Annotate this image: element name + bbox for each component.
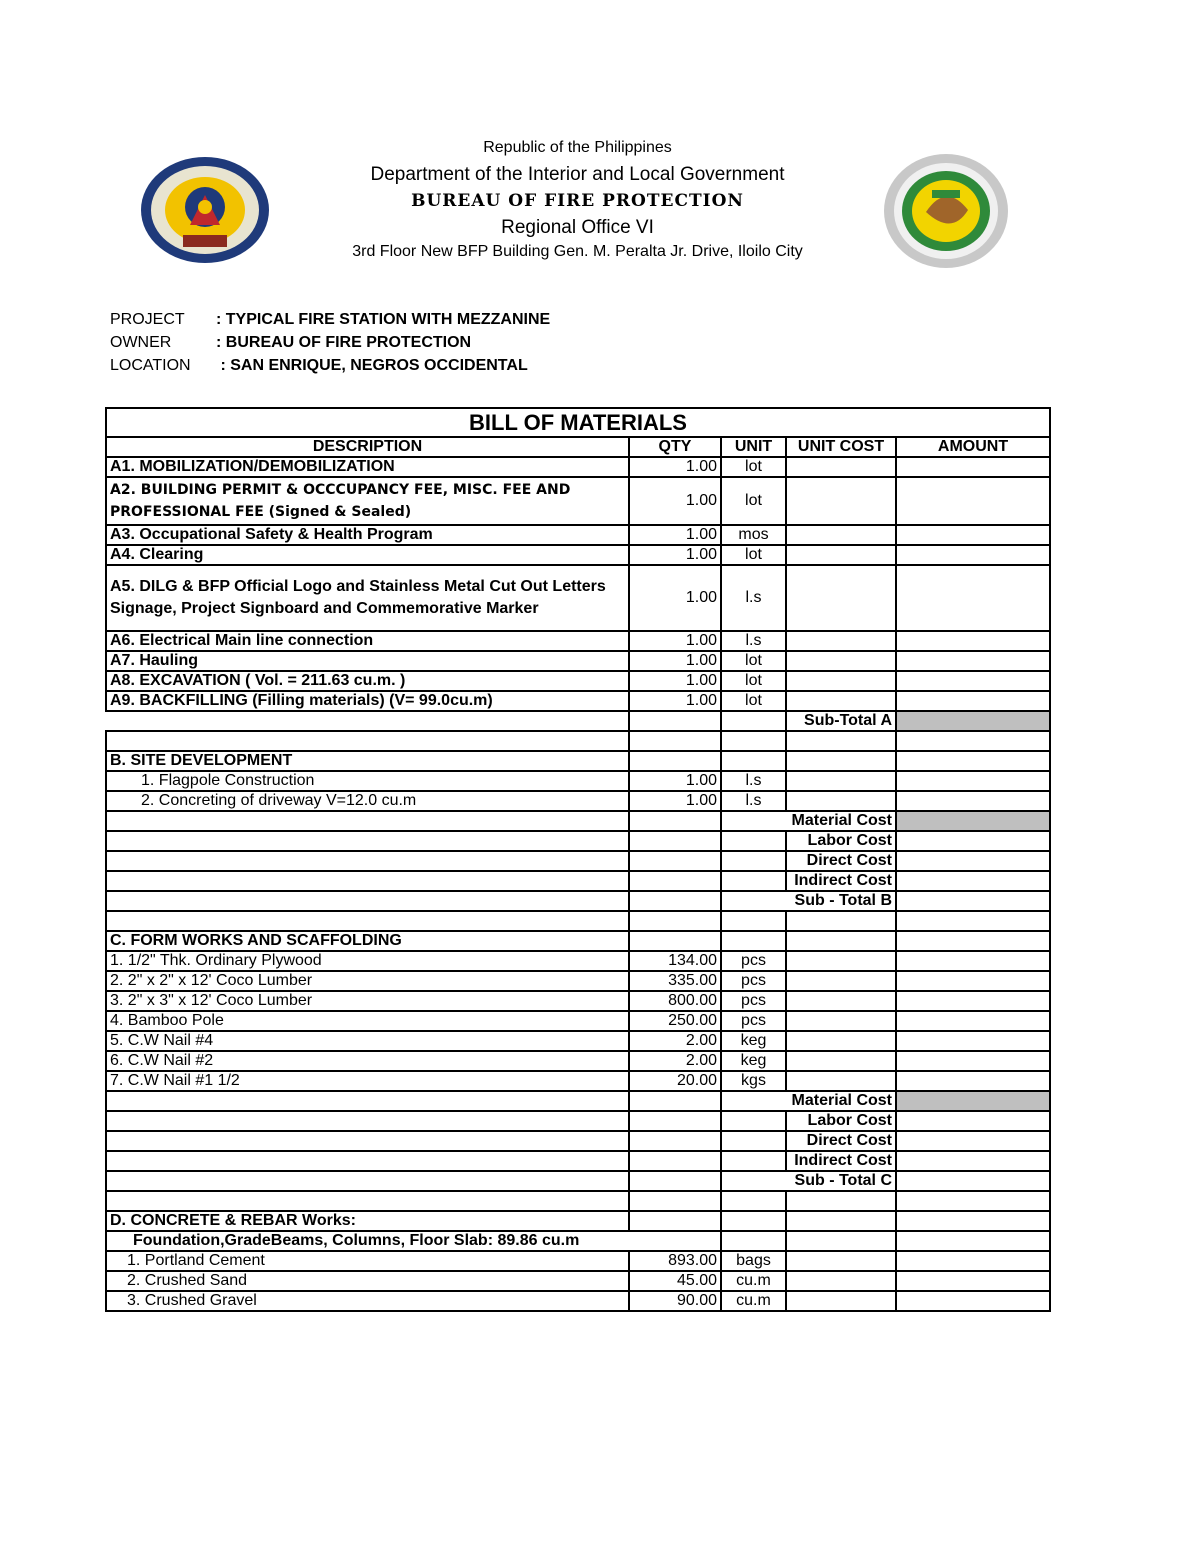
item-unit: pcs [721, 951, 786, 971]
item-unit-cost [786, 691, 896, 711]
material-cost-row [106, 1091, 1050, 1111]
item-unit-cost [786, 565, 896, 631]
item-qty: 893.00 [629, 1251, 721, 1271]
item-qty: 2.00 [629, 1051, 721, 1071]
item-desc: 3. 2" x 3" x 12' Coco Lumber [106, 991, 629, 1011]
section-b-header-row [106, 751, 1050, 771]
item-unit-cost [786, 671, 896, 691]
item-qty: 134.00 [629, 951, 721, 971]
item-unit-cost [786, 631, 896, 651]
indirect-cost-label: Indirect Cost [786, 1151, 896, 1171]
item-unit: lot [721, 671, 786, 691]
address-text: 3rd Floor New BFP Building Gen. M. Peralta Jr. Drive, Iloilo City [352, 243, 803, 260]
direct-cost-row [106, 851, 1050, 871]
item-amount [896, 457, 1050, 477]
item-unit: l.s [721, 771, 786, 791]
owner-label: OWNER [110, 334, 172, 351]
table-row [106, 791, 1050, 811]
table-row [106, 991, 1050, 1011]
table-row [106, 671, 1050, 691]
department-text: Department of the Interior and Local Government [370, 164, 785, 185]
subtotal-a-row [106, 711, 1050, 731]
item-qty: 250.00 [629, 1011, 721, 1031]
item-desc: A3. Occupational Safety & Health Program [106, 525, 629, 545]
item-qty: 1.00 [629, 771, 721, 791]
table-row [106, 1291, 1050, 1311]
subtotal-b-label: Sub - Total B [721, 891, 896, 911]
item-qty: 45.00 [629, 1271, 721, 1291]
item-desc: A6. Electrical Main line connection [106, 631, 629, 651]
item-unit: keg [721, 1031, 786, 1051]
item-qty: 1.00 [629, 651, 721, 671]
table-row [106, 1011, 1050, 1031]
item-qty: 1.00 [629, 691, 721, 711]
indirect-cost-label: Indirect Cost [786, 871, 896, 891]
bill-of-materials-table [105, 407, 1051, 1312]
item-unit: pcs [721, 971, 786, 991]
item-desc: 6. C.W Nail #2 [106, 1051, 629, 1071]
item-unit: bags [721, 1251, 786, 1271]
item-qty: 1.00 [629, 791, 721, 811]
item-qty: 1.00 [629, 525, 721, 545]
item-amount [896, 631, 1050, 651]
item-qty: 1.00 [629, 671, 721, 691]
indirect-cost-row [106, 1151, 1050, 1171]
regional-office-text: Regional Office VI [501, 217, 654, 238]
item-unit: l.s [721, 791, 786, 811]
item-qty: 2.00 [629, 1031, 721, 1051]
column-header-row [106, 437, 1050, 457]
item-desc: 7. C.W Nail #1 1/2 [106, 1071, 629, 1091]
item-amount [896, 671, 1050, 691]
col-unit-cost: UNIT COST [786, 437, 896, 457]
item-qty: 20.00 [629, 1071, 721, 1091]
material-cost-label: Material Cost [721, 811, 896, 831]
item-amount [896, 691, 1050, 711]
direct-cost-row [106, 1131, 1050, 1151]
table-title: BILL OF MATERIALS [106, 408, 1050, 437]
table-row [106, 457, 1050, 477]
table-row [106, 1051, 1050, 1071]
item-unit-cost [786, 477, 896, 525]
item-desc: 2. Concreting of driveway V=12.0 cu.m [106, 791, 629, 811]
col-qty: QTY [629, 437, 721, 457]
item-desc: A5. DILG & BFP Official Logo and Stainless Metal Cut Out Letters Signage, Project Signboard and Commemorative Marker [106, 565, 629, 631]
table-row [106, 951, 1050, 971]
col-description: DESCRIPTION [106, 437, 629, 457]
table-row [106, 631, 1050, 651]
owner-value: : BUREAU OF FIRE PROTECTION [216, 334, 472, 351]
section-c-header-row [106, 931, 1050, 951]
letterhead [0, 140, 1155, 260]
project-value: : TYPICAL FIRE STATION WITH MEZZANINE [216, 311, 551, 328]
bureau-text: BUREAU OF FIRE PROTECTION [411, 191, 744, 211]
section-d-subheader-row [106, 1231, 1050, 1251]
item-desc: 2. Crushed Sand [106, 1271, 629, 1291]
table-row [106, 477, 1050, 525]
item-desc: A9. BACKFILLING (Filling materials) (V= 99.0cu.m) [106, 691, 629, 711]
item-unit: l.s [721, 631, 786, 651]
item-desc: A2. BUILDING PERMIT & OCCCUPANCY FEE, MISC. FEE AND PROFESSIONAL FEE (Signed & Sealed) [106, 477, 629, 525]
col-unit: UNIT [721, 437, 786, 457]
item-qty: 1.00 [629, 565, 721, 631]
item-unit: l.s [721, 565, 786, 631]
table-row [106, 545, 1050, 565]
republic-text: Republic of the Philippines [483, 139, 672, 156]
item-qty: 1.00 [629, 457, 721, 477]
section-c-title: C. FORM WORKS AND SCAFFOLDING [106, 931, 629, 951]
material-cost-label: Material Cost [721, 1091, 896, 1111]
item-desc: A4. Clearing [106, 545, 629, 565]
item-unit-cost [786, 651, 896, 671]
table-row [106, 651, 1050, 671]
project-info [110, 308, 550, 377]
table-row [106, 1031, 1050, 1051]
direct-cost-label: Direct Cost [786, 1131, 896, 1151]
table-row [106, 1071, 1050, 1091]
item-amount [896, 545, 1050, 565]
item-desc: A7. Hauling [106, 651, 629, 671]
item-desc: A8. EXCAVATION ( Vol. = 211.63 cu.m. ) [106, 671, 629, 691]
table-row [106, 1251, 1050, 1271]
blank-row [106, 1191, 1050, 1211]
item-unit: mos [721, 525, 786, 545]
item-unit: pcs [721, 991, 786, 1011]
subtotal-a-amount [896, 711, 1050, 731]
subtotal-a-label: Sub-Total A [786, 711, 896, 731]
item-unit: cu.m [721, 1291, 786, 1311]
item-unit: pcs [721, 1011, 786, 1031]
item-unit: lot [721, 545, 786, 565]
blank-row [106, 731, 1050, 751]
item-amount [896, 565, 1050, 631]
item-unit: lot [721, 691, 786, 711]
table-title-row [106, 408, 1050, 437]
item-unit-cost [786, 525, 896, 545]
item-qty: 1.00 [629, 631, 721, 651]
material-cost-row [106, 811, 1050, 831]
section-d-subtitle: Foundation,GradeBeams, Columns, Floor Slab: 89.86 cu.m [106, 1231, 721, 1251]
table-row [106, 691, 1050, 711]
direct-cost-label: Direct Cost [786, 851, 896, 871]
item-desc: 1. 1/2" Thk. Ordinary Plywood [106, 951, 629, 971]
item-unit-cost [786, 545, 896, 565]
item-qty: 90.00 [629, 1291, 721, 1311]
item-unit: keg [721, 1051, 786, 1071]
table-row [106, 771, 1050, 791]
project-label: PROJECT [110, 311, 185, 328]
item-amount [896, 525, 1050, 545]
item-desc: 1. Flagpole Construction [106, 771, 629, 791]
blank-row [106, 911, 1050, 931]
item-amount [896, 651, 1050, 671]
item-qty: 335.00 [629, 971, 721, 991]
item-qty: 800.00 [629, 991, 721, 1011]
item-desc: 3. Crushed Gravel [106, 1291, 629, 1311]
item-desc: 1. Portland Cement [106, 1251, 629, 1271]
labor-cost-row [106, 831, 1050, 851]
item-desc: 4. Bamboo Pole [106, 1011, 629, 1031]
section-b-title: B. SITE DEVELOPMENT [106, 751, 629, 771]
col-amount: AMOUNT [896, 437, 1050, 457]
labor-cost-label: Labor Cost [786, 1111, 896, 1131]
item-desc: 2. 2" x 2" x 12' Coco Lumber [106, 971, 629, 991]
table-row [106, 525, 1050, 545]
location-label: LOCATION [110, 357, 191, 374]
subtotal-c-label: Sub - Total C [721, 1171, 896, 1191]
item-unit: lot [721, 651, 786, 671]
item-unit: cu.m [721, 1271, 786, 1291]
item-unit: lot [721, 477, 786, 525]
item-qty: 1.00 [629, 545, 721, 565]
table-row [106, 1271, 1050, 1291]
labor-cost-label: Labor Cost [786, 831, 896, 851]
item-qty: 1.00 [629, 477, 721, 525]
indirect-cost-row [106, 871, 1050, 891]
item-unit: lot [721, 457, 786, 477]
section-d-title: D. CONCRETE & REBAR Works: [106, 1211, 629, 1231]
item-desc: 5. C.W Nail #4 [106, 1031, 629, 1051]
item-amount [896, 477, 1050, 525]
section-d-header-row [106, 1211, 1050, 1231]
item-unit: kgs [721, 1071, 786, 1091]
subtotal-c-row [106, 1171, 1050, 1191]
location-value: : SAN ENRIQUE, NEGROS OCCIDENTAL [216, 357, 528, 374]
table-row [106, 565, 1050, 631]
labor-cost-row [106, 1111, 1050, 1131]
item-desc: A1. MOBILIZATION/DEMOBILIZATION [106, 457, 629, 477]
subtotal-b-row [106, 891, 1050, 911]
item-unit-cost [786, 457, 896, 477]
table-row [106, 971, 1050, 991]
